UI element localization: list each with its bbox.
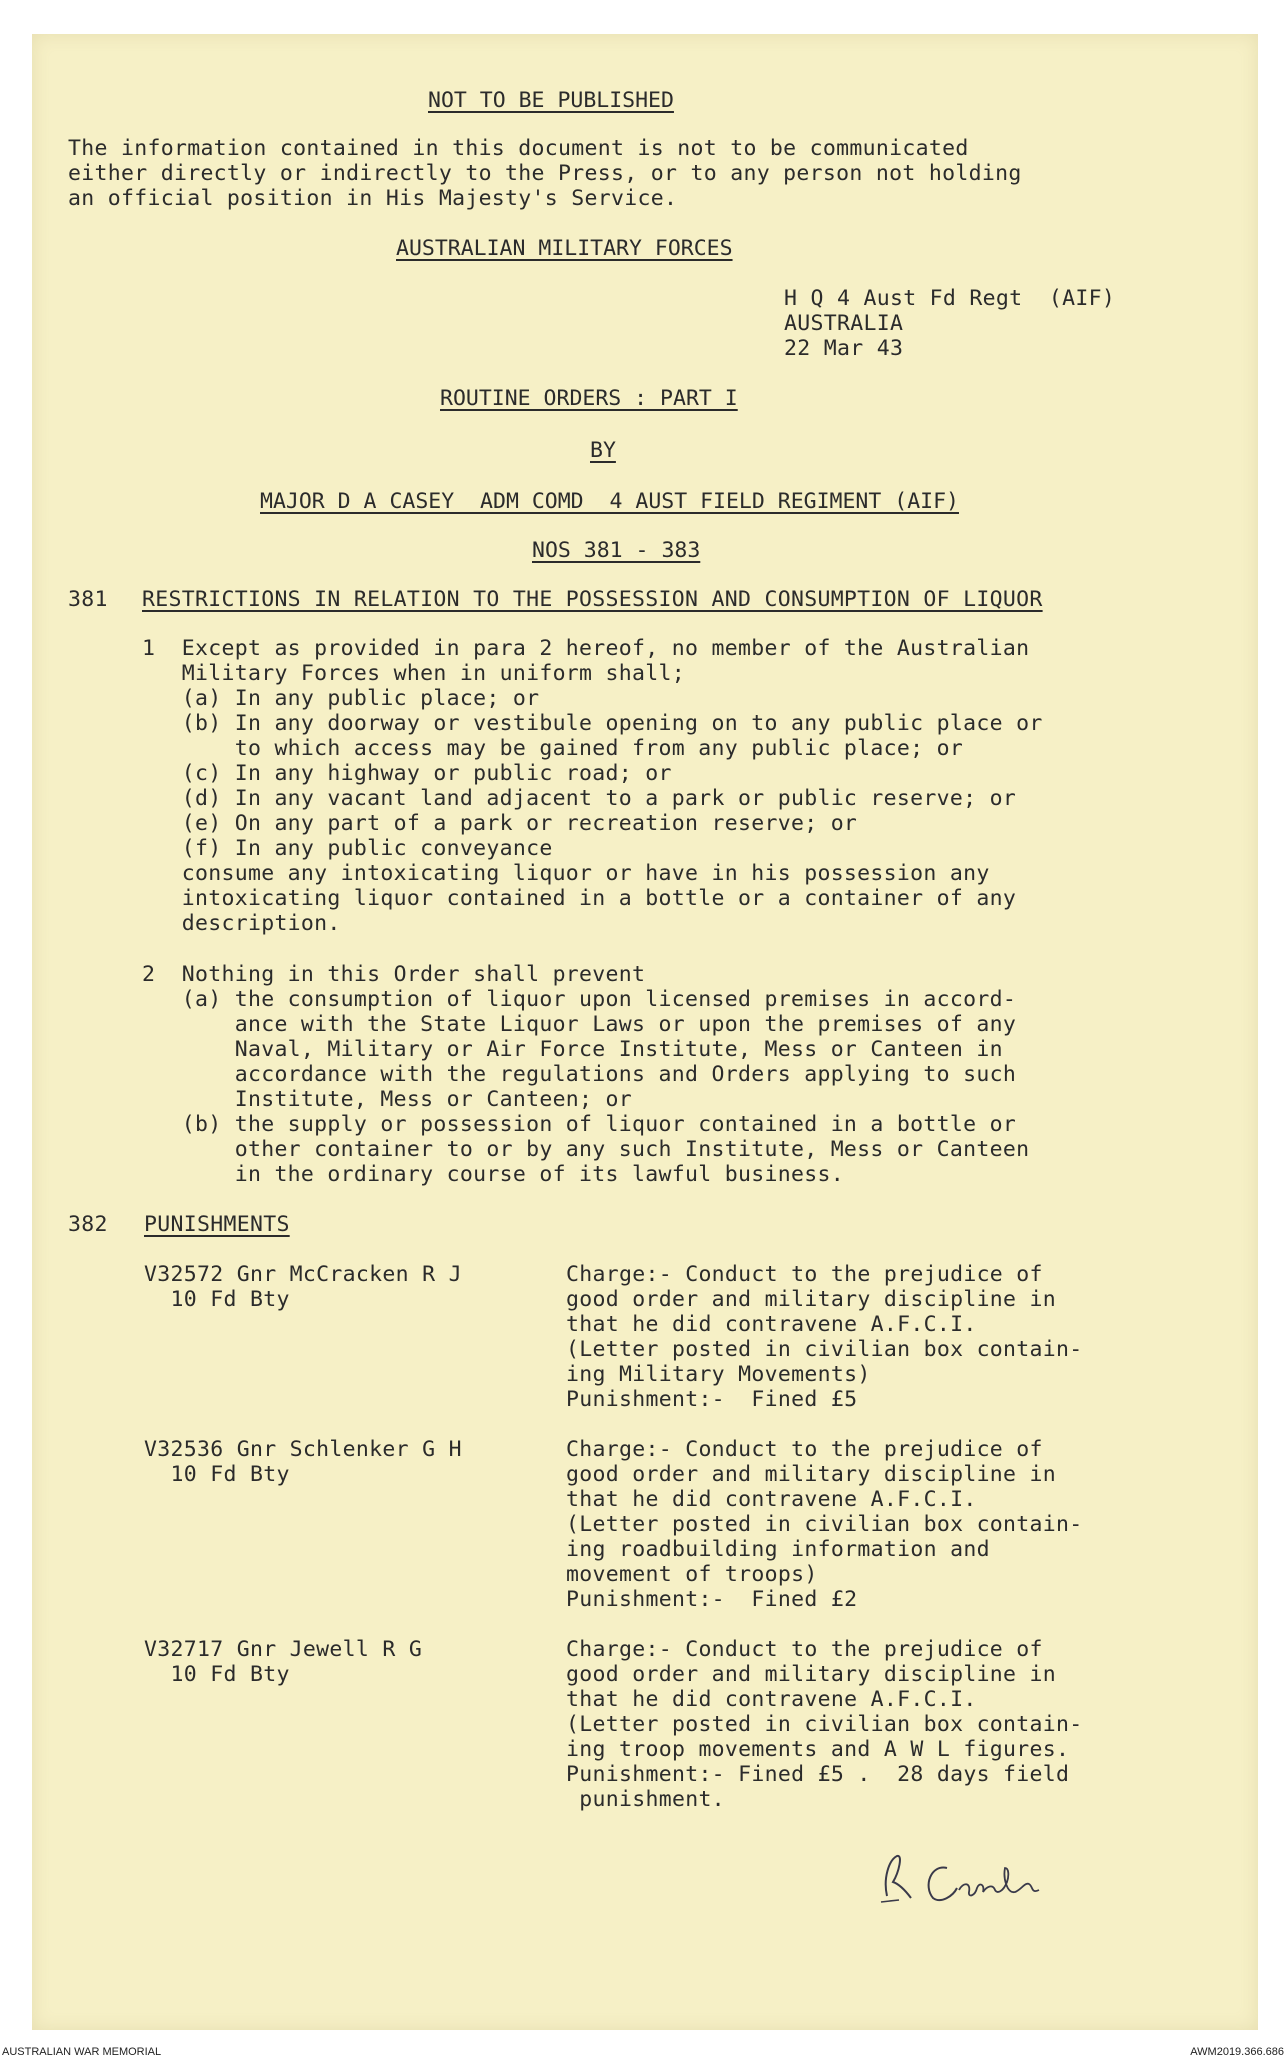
para1-line: Military Forces when in uniform shall; <box>142 661 686 686</box>
punishment-line: Punishment:- Fined £2 <box>566 1587 858 1612</box>
document-page <box>32 34 1258 2030</box>
charge-line: ing roadbuilding information and <box>566 1537 990 1562</box>
para2-line: Naval, Military or Air Force Institute, Mess or Canteen in <box>142 1037 1003 1062</box>
footer-accession-number: AWM2019.366.686 <box>1190 2046 1284 2058</box>
address-line-2: AUSTRALIA <box>784 311 904 336</box>
para1-line: (c) In any highway or public road; or <box>142 761 672 786</box>
punishment-line: Punishment:- Fined £5 . 28 days field <box>566 1762 1070 1787</box>
address-line-1: H Q 4 Aust Fd Regt (AIF) <box>784 286 1116 311</box>
charge-line: ing Military Movements) <box>566 1362 871 1387</box>
soldier-name: V32536 Gnr Schlenker G H <box>144 1437 462 1462</box>
notice-line-3: an official position in His Majesty's Service. <box>68 186 678 211</box>
forces-heading: AUSTRALIAN MILITARY FORCES <box>396 236 733 261</box>
order-381-number: 381 <box>68 587 108 612</box>
charge-line: movement of troops) <box>566 1562 818 1587</box>
restriction-title: NOT TO BE PUBLISHED <box>428 88 674 113</box>
charge-line: that he did contravene A.F.C.I. <box>566 1487 977 1512</box>
para1-line: (e) On any part of a park or recreation reserve; or <box>142 811 858 836</box>
charge-line: Charge:- Conduct to the prejudice of <box>566 1437 1043 1462</box>
soldier-name: V32572 Gnr McCracken R J <box>144 1262 462 1287</box>
charge-line: good order and military discipline in <box>566 1462 1057 1487</box>
para1-line: (a) In any public place; or <box>142 686 540 711</box>
order-382-title: PUNISHMENTS <box>144 1212 290 1237</box>
para2-line: (a) the consumption of liquor upon licensed premises in accord- <box>142 987 1017 1012</box>
para2-line: ance with the State Liquor Laws or upon the premises of any <box>142 1012 1017 1037</box>
para1-line: (b) In any doorway or vestibule opening on to any public place or <box>142 711 1043 736</box>
order-382-number: 382 <box>68 1212 108 1237</box>
para2-line: accordance with the regulations and Orders applying to such <box>142 1062 1017 1087</box>
charge-line: Charge:- Conduct to the prejudice of <box>566 1637 1043 1662</box>
punishment-line: punishment. <box>566 1787 725 1812</box>
para1-line: to which access may be gained from any public place; or <box>142 736 964 761</box>
order-numbers: NOS 381 - 383 <box>532 538 701 563</box>
charge-line: Charge:- Conduct to the prejudice of <box>566 1262 1043 1287</box>
para1-line: intoxicating liquor contained in a bottle or a container of any <box>142 886 1017 911</box>
soldier-name: V32717 Gnr Jewell R G <box>144 1637 423 1662</box>
charge-line: good order and military discipline in <box>566 1287 1057 1312</box>
notice-line-1: The information contained in this document is not to be communicated <box>68 136 969 161</box>
charge-line: that he did contravene A.F.C.I. <box>566 1687 977 1712</box>
para1-line: (d) In any vacant land adjacent to a park or public reserve; or <box>142 786 1017 811</box>
charge-line: (Letter posted in civilian box contain- <box>566 1712 1083 1737</box>
para2-line: 2 Nothing in this Order shall prevent <box>142 962 646 987</box>
para2-line: other container to or by any such Institute, Mess or Canteen <box>142 1137 1030 1162</box>
commander-line: MAJOR D A CASEY ADM COMD 4 AUST FIELD REGIMENT (AIF) <box>260 489 959 514</box>
by-label: BY <box>590 438 616 463</box>
soldier-unit: 10 Fd Bty <box>144 1462 290 1487</box>
soldier-unit: 10 Fd Bty <box>144 1662 290 1687</box>
notice-line-2: either directly or indirectly to the Press, or to any person not holding <box>68 161 1022 186</box>
para1-line: (f) In any public conveyance <box>142 836 553 861</box>
para1-line: consume any intoxicating liquor or have in his possession any <box>142 861 990 886</box>
footer-archive-name: AUSTRALIAN WAR MEMORIAL <box>2 2046 162 2058</box>
charge-line: good order and military discipline in <box>566 1662 1057 1687</box>
para1-line: description. <box>142 911 341 936</box>
para2-line: in the ordinary course of its lawful business. <box>142 1162 844 1187</box>
handwritten-signature <box>875 1838 1075 1918</box>
order-381-title: RESTRICTIONS IN RELATION TO THE POSSESSION AND CONSUMPTION OF LIQUOR <box>142 587 1043 612</box>
charge-line: (Letter posted in civilian box contain- <box>566 1512 1083 1537</box>
charge-line: that he did contravene A.F.C.I. <box>566 1312 977 1337</box>
punishment-line: Punishment:- Fined £5 <box>566 1387 858 1412</box>
charge-line: ing troop movements and A W L figures. <box>566 1737 1070 1762</box>
orders-title: ROUTINE ORDERS : PART I <box>440 386 738 411</box>
soldier-unit: 10 Fd Bty <box>144 1287 290 1312</box>
address-line-3: 22 Mar 43 <box>784 336 904 361</box>
para2-line: Institute, Mess or Canteen; or <box>142 1087 633 1112</box>
para2-line: (b) the supply or possession of liquor contained in a bottle or <box>142 1112 1017 1137</box>
para1-line: 1 Except as provided in para 2 hereof, no member of the Australian <box>142 636 1030 661</box>
charge-line: (Letter posted in civilian box contain- <box>566 1337 1083 1362</box>
